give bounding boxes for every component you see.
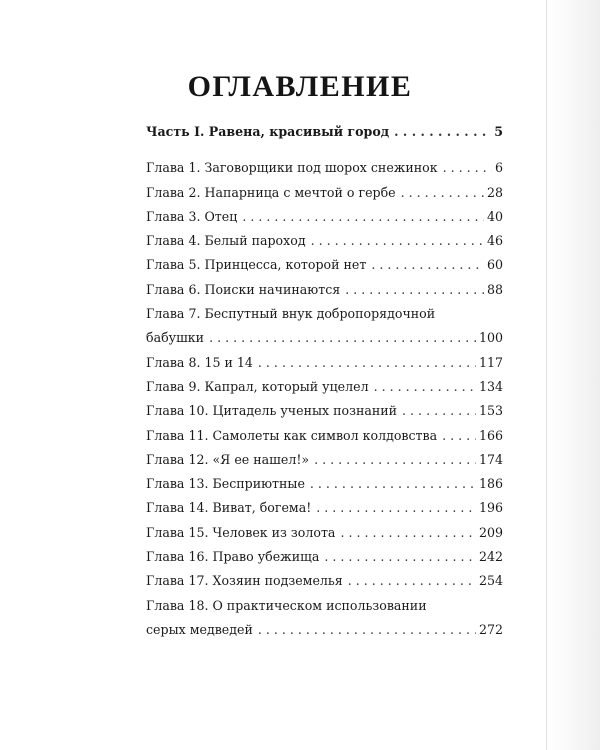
toc-page-number: 166 xyxy=(478,427,503,443)
toc-entry xyxy=(146,496,503,520)
toc-page-number: 186 xyxy=(478,476,503,492)
toc-chapter-label: Глава 14. Виват, богема! xyxy=(146,500,312,516)
toc-page-number: 60 xyxy=(486,257,503,273)
toc-leader-dots xyxy=(371,253,484,277)
toc-entry xyxy=(146,399,503,423)
toc-leader-dots xyxy=(242,205,484,229)
toc-chapter-label: Глава 13. Бесприютные xyxy=(146,476,305,492)
toc-chapter-label: Глава 12. «Я ее нашел!» xyxy=(146,451,310,467)
toc-leader-dots xyxy=(310,472,476,496)
toc-chapter-label: Глава 8. 15 и 14 xyxy=(146,354,253,370)
toc-page-number: 134 xyxy=(478,378,503,394)
toc-entry xyxy=(146,569,503,593)
toc-entry xyxy=(146,156,503,180)
toc-chapter-label: Глава 6. Поиски начинаются xyxy=(146,281,341,297)
toc-chapter-label: Глава 4. Белый пароход xyxy=(146,233,306,249)
page-title: ОГЛАВЛЕНИЕ xyxy=(187,70,413,103)
toc-leader-dots xyxy=(324,545,476,569)
toc-page-number: 117 xyxy=(478,354,503,370)
toc-chapter-label: Глава 15. Человек из золота xyxy=(146,524,336,540)
toc-leader-dots xyxy=(316,496,476,520)
toc-leader-dots xyxy=(442,424,476,448)
toc-entry-line1 xyxy=(146,302,503,326)
toc-leader-dots xyxy=(348,569,476,593)
toc-entry-line2 xyxy=(146,326,503,350)
toc-chapter-label: Глава 18. О практическом использовании xyxy=(146,597,427,613)
toc-entry xyxy=(146,351,503,375)
toc-entry xyxy=(146,229,503,253)
toc-entry xyxy=(146,424,503,448)
page-edge-shadow xyxy=(545,0,600,750)
table-of-contents xyxy=(146,120,503,642)
toc-entry xyxy=(146,375,503,399)
toc-entry xyxy=(146,521,503,545)
toc-page-number: 5 xyxy=(494,124,503,139)
toc-entry-line2 xyxy=(146,618,503,642)
toc-chapter-label: Глава 16. Право убежища xyxy=(146,549,320,565)
page-edge-line xyxy=(546,0,547,750)
toc-page-number: 209 xyxy=(478,524,503,540)
toc-page-number: 272 xyxy=(478,621,503,637)
toc-page-number: 40 xyxy=(486,208,503,224)
toc-entry-line1 xyxy=(146,594,503,618)
toc-leader-dots xyxy=(402,399,476,423)
toc-chapter-label: Глава 2. Напарница с мечтой о гербе xyxy=(146,184,396,200)
toc-page-number: 196 xyxy=(478,500,503,516)
toc-chapter-label: Глава 1. Заговорщики под шорох снежинок xyxy=(146,160,438,176)
toc-part-label: Часть I. Равена, красивый город xyxy=(146,124,390,139)
toc-leader-dots xyxy=(314,448,476,472)
toc-chapter-label: Глава 3. Отец xyxy=(146,208,238,224)
toc-part-entry xyxy=(146,120,503,144)
toc-entry xyxy=(146,448,503,472)
toc-chapter-label: Глава 11. Самолеты как символ колдовства xyxy=(146,427,438,443)
toc-page-number: 28 xyxy=(486,184,503,200)
toc-leader-dots xyxy=(258,618,476,642)
toc-entry xyxy=(146,545,503,569)
toc-entry xyxy=(146,181,503,205)
toc-chapter-label: Глава 17. Хозяин подземелья xyxy=(146,573,343,589)
toc-leader-dots xyxy=(443,156,492,180)
toc-page-number: 254 xyxy=(478,573,503,589)
toc-leader-dots xyxy=(311,229,484,253)
toc-chapter-label: Глава 5. Принцесса, которой нет xyxy=(146,257,367,273)
toc-leader-dots xyxy=(374,375,476,399)
toc-leader-dots xyxy=(340,521,476,545)
toc-page-number: 88 xyxy=(486,281,503,297)
toc-page-number: 242 xyxy=(478,549,503,565)
toc-leader-dots xyxy=(258,351,476,375)
toc-entry xyxy=(146,472,503,496)
toc-entry xyxy=(146,205,503,229)
toc-page-number: 100 xyxy=(478,330,503,346)
toc-leader-dots xyxy=(394,120,491,144)
toc-chapter-label: Глава 10. Цитадель ученых познаний xyxy=(146,403,398,419)
toc-page-number: 174 xyxy=(478,451,503,467)
toc-entry xyxy=(146,253,503,277)
toc-chapter-label: Глава 9. Капрал, который уцелел xyxy=(146,378,369,394)
toc-page-number: 46 xyxy=(486,233,503,249)
toc-leader-dots xyxy=(401,181,484,205)
toc-chapter-label-continued: серых медведей xyxy=(146,621,253,637)
toc-entry xyxy=(146,278,503,302)
toc-chapter-label-continued: бабушки xyxy=(146,330,205,346)
toc-leader-dots xyxy=(345,278,484,302)
toc-page-number: 153 xyxy=(478,403,503,419)
toc-chapter-label: Глава 7. Беспутный внук добропорядочной xyxy=(146,306,436,322)
toc-leader-dots xyxy=(209,326,476,350)
toc-page-number: 6 xyxy=(494,160,503,176)
